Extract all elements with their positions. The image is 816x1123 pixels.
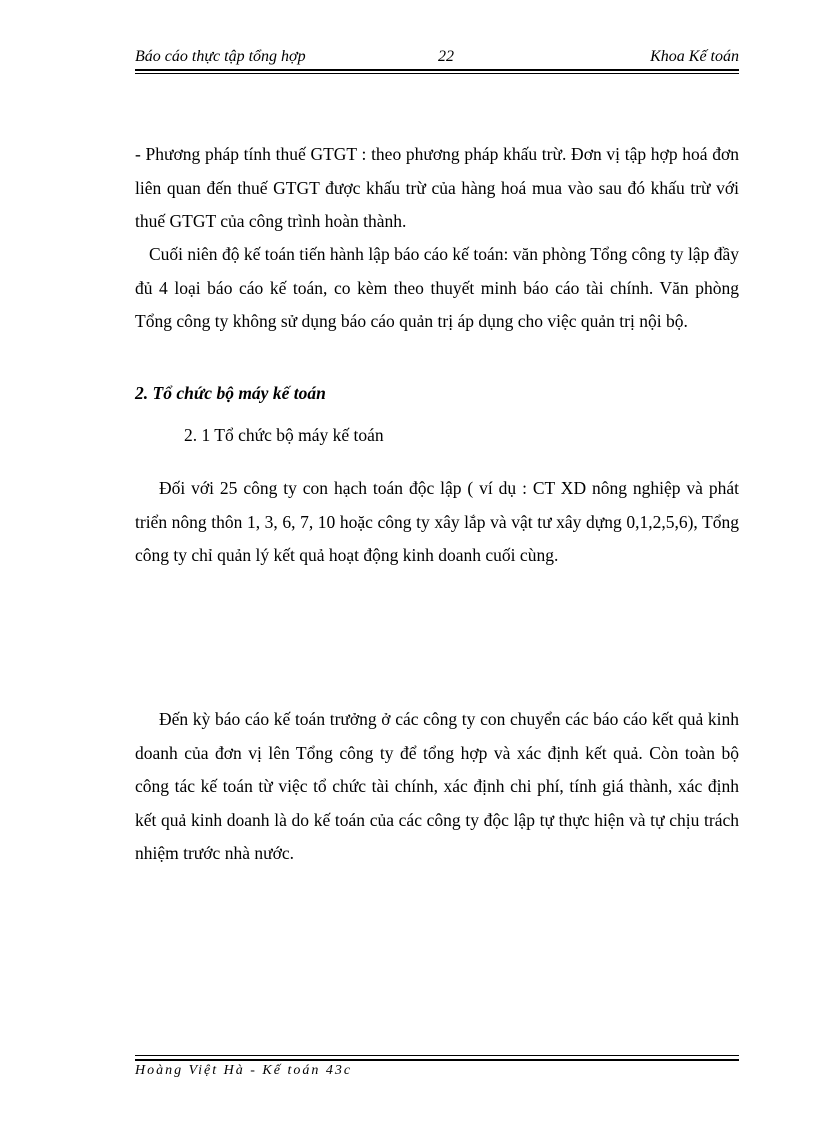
footer-rule-thin <box>135 1055 739 1056</box>
header-faculty: Khoa Kế toán <box>650 48 739 65</box>
header-report-title: Báo cáo thực tập tổng hợp <box>135 48 306 65</box>
section-heading: 2. Tổ chức bộ máy kế toán <box>135 383 326 403</box>
footer-author: Hoàng Việt Hà - Kế toán 43c <box>135 1063 353 1078</box>
paragraph-reporting-period: Đến kỳ báo cáo kế toán trưởng ở các công ty con chuyển các báo cáo kết quả kinh doanh của đơn vị lên Tổng công ty để tổng hợp và xác định kết quả. Còn toàn bộ công tác kế toán từ việc tổ chức tài chính, xác định chi phí, tính giá thành, xác định kết quả kinh doanh là do kế toán của các công ty độc lập tự thực hiện và tự chịu trách nhiệm trước nhà nước. <box>135 709 739 863</box>
paragraph-year-end-reports: Cuối niên độ kế toán tiến hành lập báo cáo kế toán: văn phòng Tổng công ty lập đầy đủ 4 loại báo cáo kế toán, co kèm theo thuyết minh báo cáo tài chính. Văn phòng Tổng công ty không sử dụng báo cáo quản trị áp dụng cho việc quản trị nội bộ. <box>135 244 739 331</box>
footer-rule-thick <box>135 1059 739 1061</box>
header-rule-thin <box>135 73 739 74</box>
paragraph-subsidiaries: Đối với 25 công ty con hạch toán độc lập ( ví dụ : CT XD nông nghiệp và phát triển nông thôn 1, 3, 6, 7, 10 hoặc công ty xây lắp và vật tư xây dựng 0,1,2,5,6), Tổng công ty chỉ quản lý kết quả hoạt động kinh doanh cuối cùng. <box>135 478 739 565</box>
page-number: 22 <box>438 48 454 65</box>
header-rule-thick <box>135 69 739 71</box>
page-header <box>135 48 739 68</box>
paragraph-vat-method: - Phương pháp tính thuế GTGT : theo phương pháp khấu trừ. Đơn vị tập hợp hoá đơn liên quan đến thuế GTGT được khấu trừ của hàng hoá mua vào sau đó khấu trừ với thuế GTGT của công trình hoàn thành. <box>135 144 739 231</box>
subsection-heading: 2. 1 Tổ chức bộ máy kế toán <box>184 425 384 445</box>
